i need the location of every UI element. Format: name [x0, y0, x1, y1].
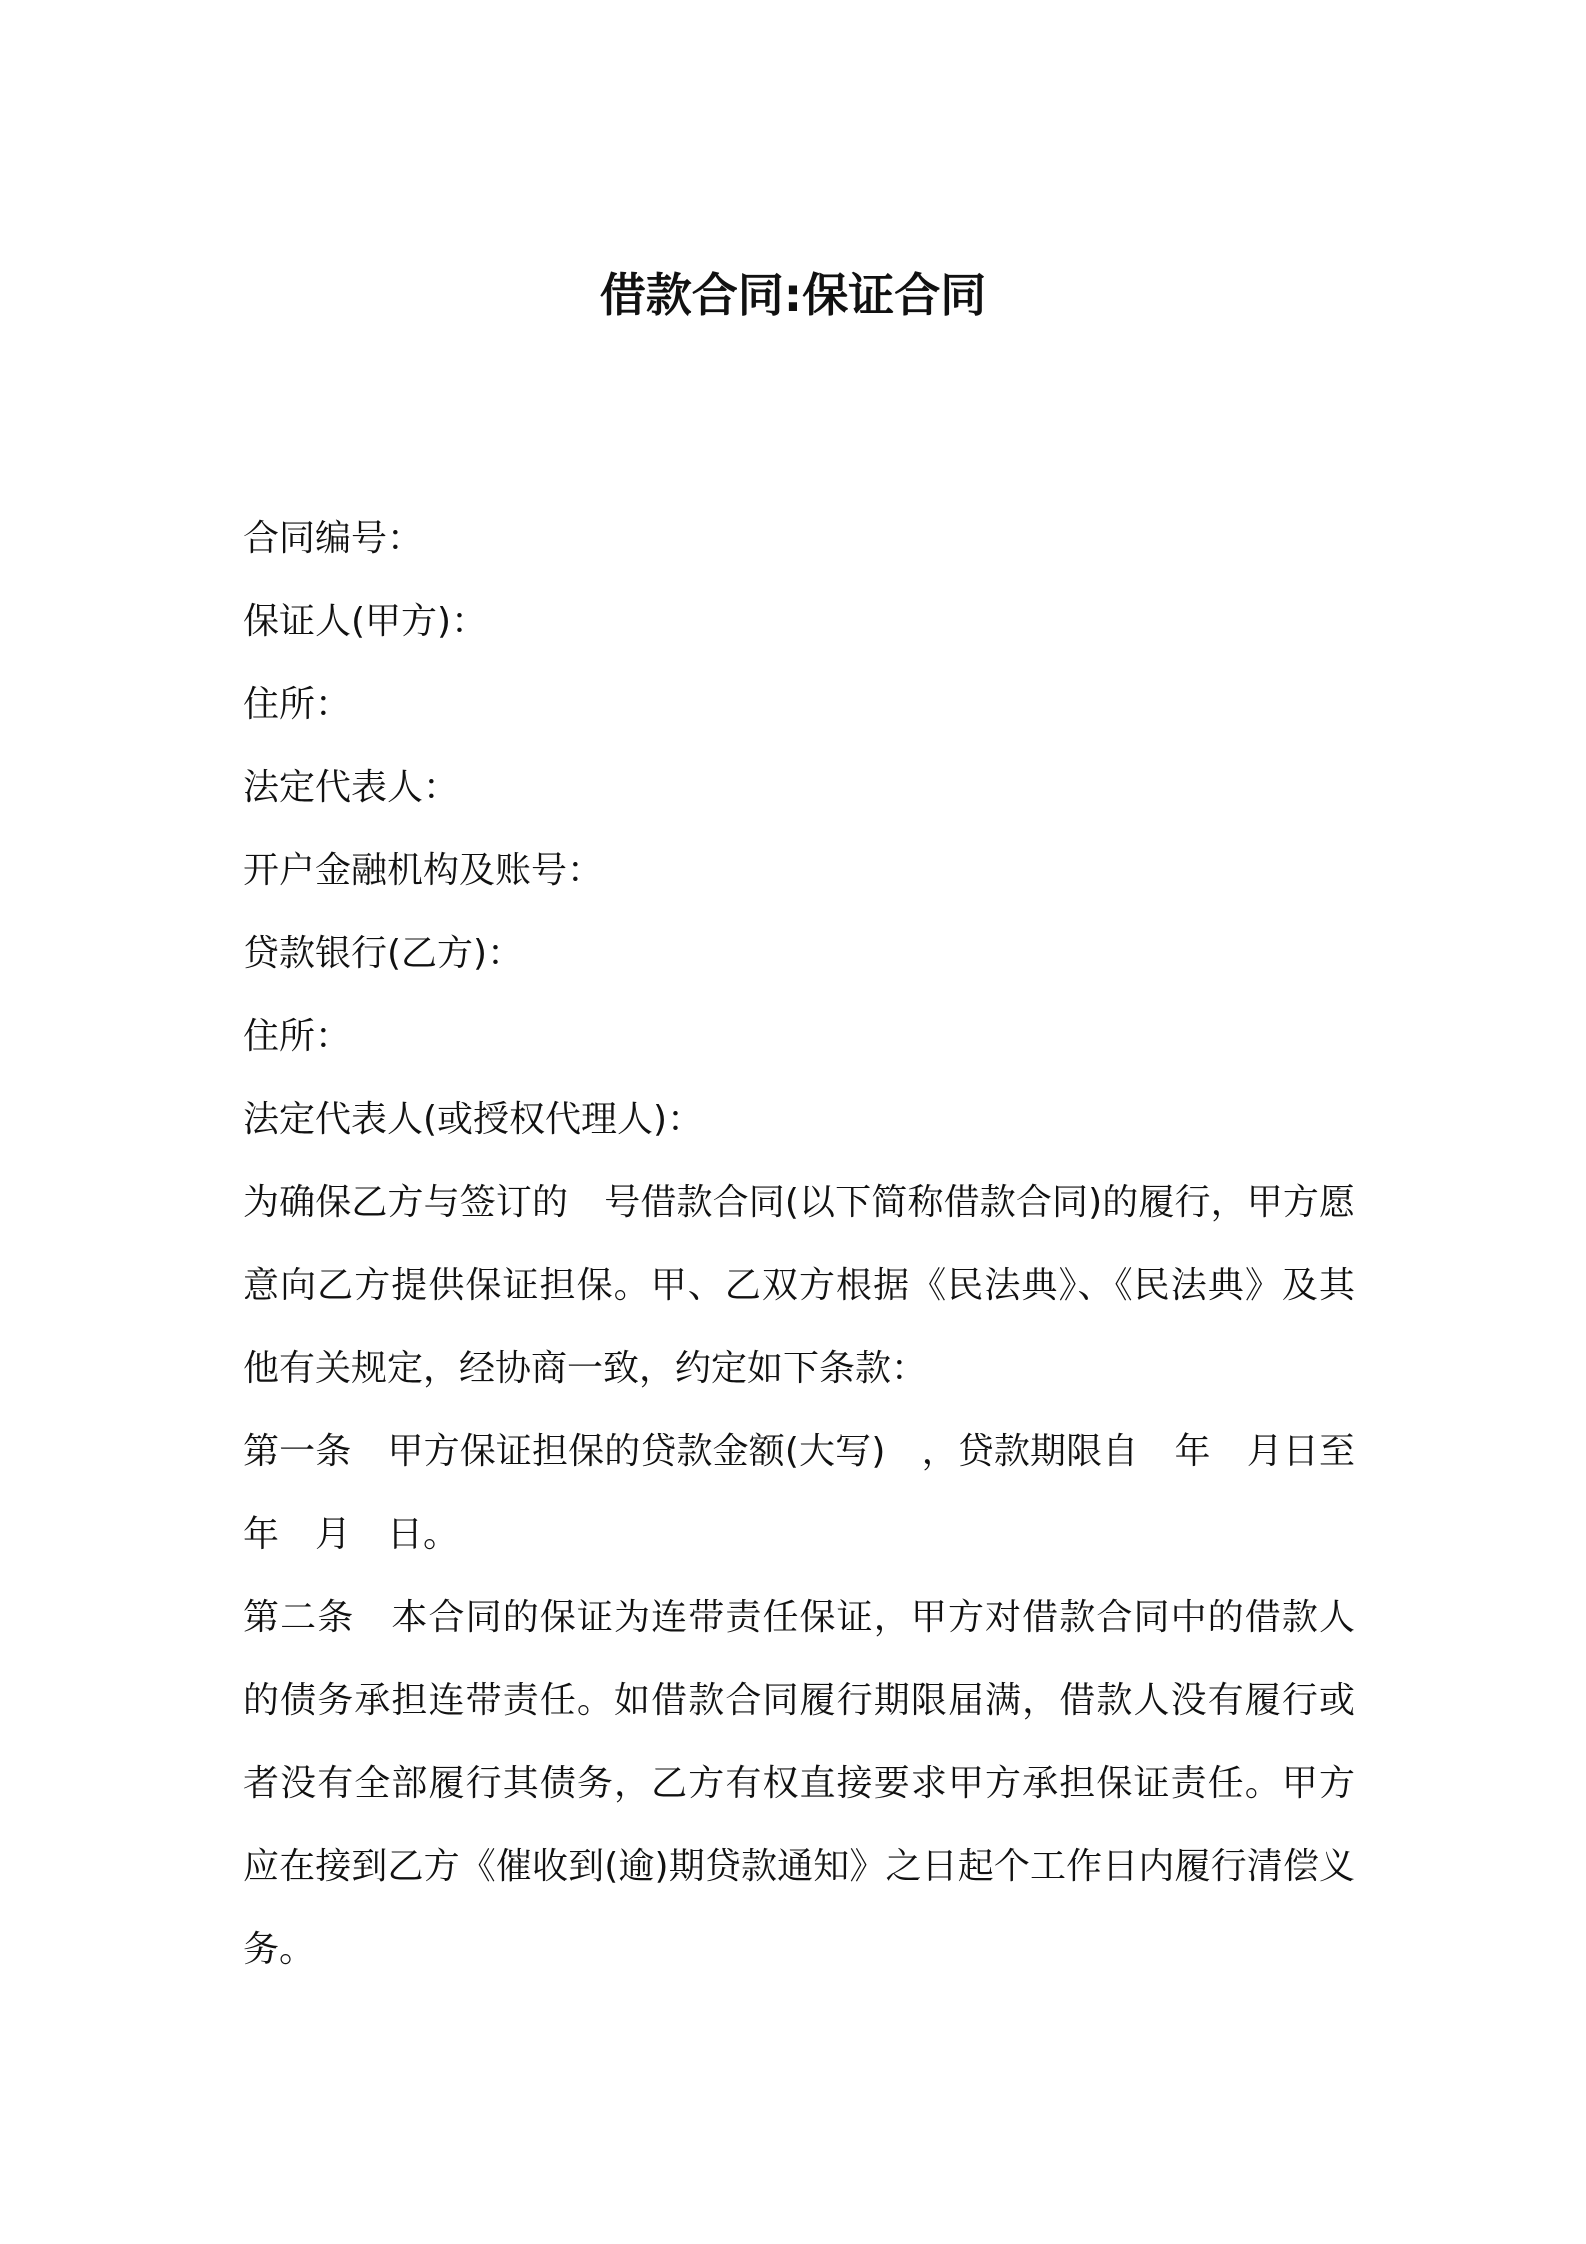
article-2-paragraph: 第二条 本合同的保证为连带责任保证，甲方对借款合同中的借款人的债务承担连带责任。如借款合同履行期限届满，借款人没有履行或者没有全部履行其债务，乙方有权直接要求甲方承担保证责任。甲方应在接到乙方《催收到(逾)期贷款通知》之日起个工作日内履行清偿义务。	[243, 1597, 1355, 1970]
contract-number-field: 合同编号：	[243, 518, 424, 559]
lending-bank-field: 贷款银行(乙方)：	[243, 933, 524, 974]
guarantor-address-field: 住所：	[243, 684, 352, 725]
document-body	[243, 497, 1392, 1991]
bank-account-field: 开户金融机构及账号：	[243, 850, 604, 891]
lending-bank-address-field: 住所：	[243, 1016, 352, 1057]
preamble-paragraph: 为确保乙方与签订的 号借款合同(以下简称借款合同)的履行，甲方愿意向乙方提供保证担保。甲、乙双方根据《民法典》、《民法典》及其他有关规定，经协商一致，约定如下条款：	[243, 1182, 1355, 1389]
legal-representative-field: 法定代表人：	[243, 767, 460, 808]
document-title: 借款合同:保证合同	[599, 268, 987, 322]
article-1-paragraph: 第一条 甲方保证担保的贷款金额(大写) ，贷款期限自 年 月日至 年 月 日。	[243, 1431, 1392, 1555]
authorized-agent-field: 法定代表人(或授权代理人)：	[243, 1099, 704, 1140]
guarantor-field: 保证人(甲方)：	[243, 601, 488, 642]
